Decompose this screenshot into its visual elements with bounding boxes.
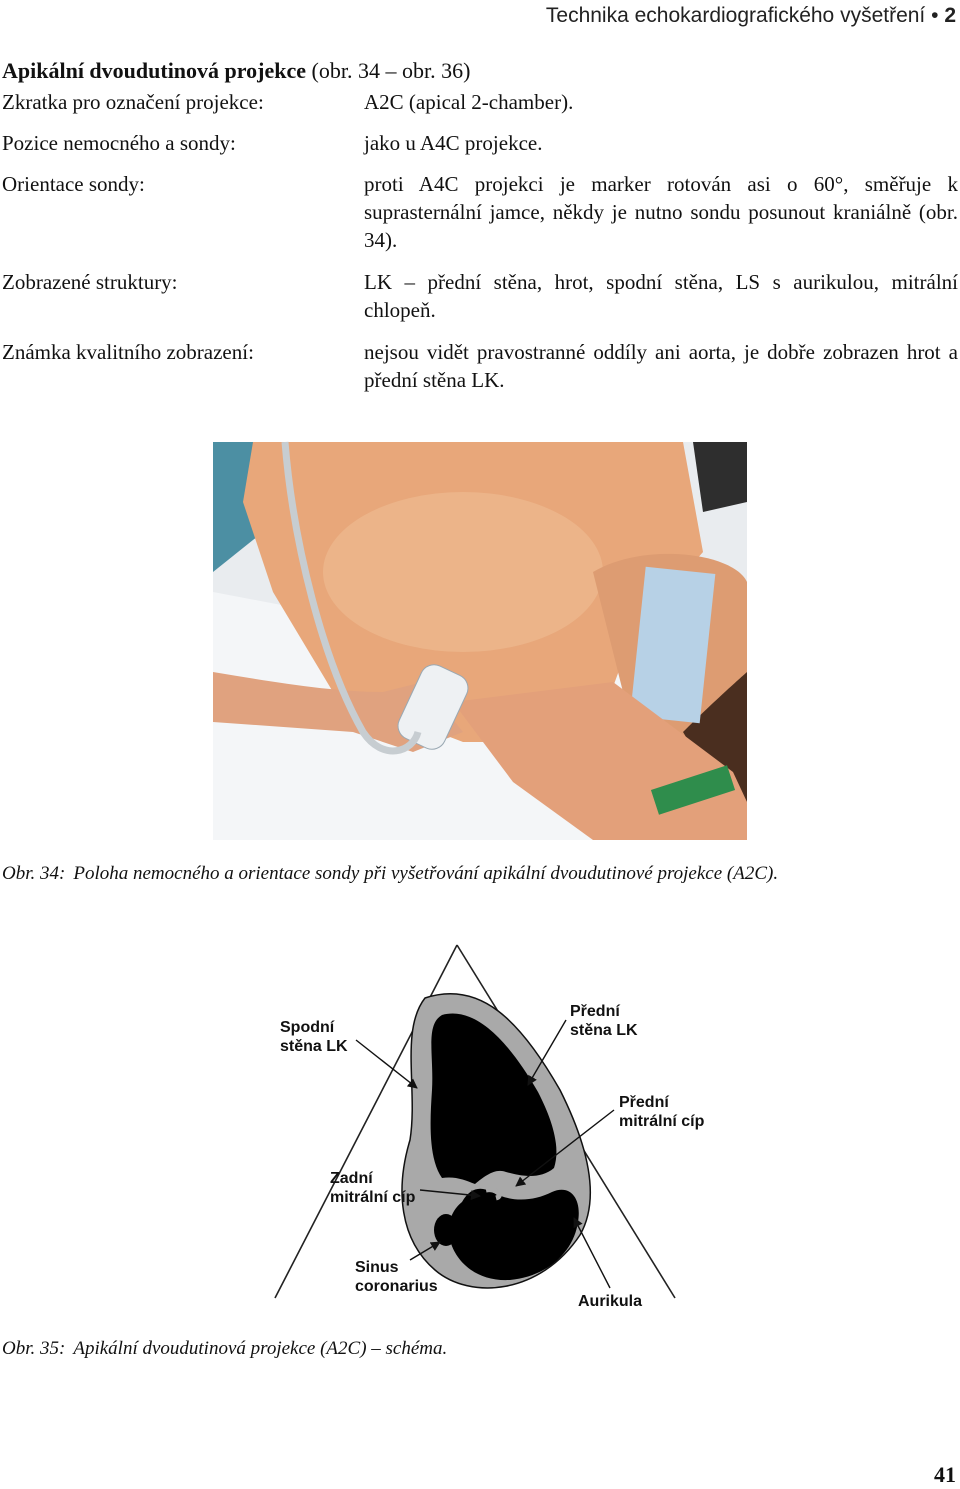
info-value: proti A4C projekci je marker rotován asi o 60°, směřuje k suprasternální jamce, někdy je nutno sondu posunout kraniálně (obr. 34). <box>364 172 958 252</box>
figure-34-text: Poloha nemocného a orientace sondy při vyšetřování apikální dvoudutinové projekce (A2C). <box>73 863 779 884</box>
label-predni-line2: stěna LK <box>570 1022 638 1039</box>
label-mitral-a-line1: Přední <box>619 1094 669 1111</box>
info-label: Pozice nemocného a sondy: <box>2 131 236 155</box>
patient-photo-illustration <box>213 442 747 840</box>
info-label: Orientace sondy: <box>2 172 145 196</box>
info-label: Známka kvalitního zobrazení: <box>2 340 254 364</box>
label-predni-mitralni <box>619 1094 705 1130</box>
figure-35-text: Apikální dvoudutinová projekce (A2C) – schéma. <box>73 1338 448 1359</box>
a2c-schema-diagram <box>270 940 705 1310</box>
info-label: Zobrazené struktury: <box>2 270 178 294</box>
patient-photo <box>213 442 747 840</box>
header-separator: • <box>931 4 939 27</box>
chest-highlight <box>323 492 603 652</box>
label-mitral-a-line2: mitrální cíp <box>619 1113 705 1130</box>
running-header <box>546 4 956 28</box>
figure-35-label: Obr. 35: <box>2 1338 66 1359</box>
chapter-number: 2 <box>944 4 956 27</box>
figure-34-caption <box>2 863 778 885</box>
arrow-aurikula <box>574 1218 610 1288</box>
info-label: Zkratka pro označení projekce: <box>2 90 264 114</box>
section-title-ref: (obr. 34 – obr. 36) <box>311 58 471 83</box>
label-spodni-line2: stěna LK <box>280 1038 348 1055</box>
figure-35-caption <box>2 1338 447 1360</box>
info-value: nejsou vidět pravostranné oddíly ani aorta, je dobře zobrazen hrot a přední stěna LK. <box>364 340 958 392</box>
section-title-bold: Apikální dvoudutinová projekce <box>2 58 307 83</box>
label-sinus-line1: Sinus <box>355 1259 399 1276</box>
label-spodni-stena <box>280 1019 348 1055</box>
left-atrium-cavity <box>449 1189 579 1280</box>
label-mitral-p-line1: Zadní <box>330 1170 373 1187</box>
info-value: jako u A4C projekce. <box>364 131 543 155</box>
label-spodni-line1: Spodní <box>280 1019 335 1036</box>
chapter-title: Technika echokardiografického vyšetření <box>545 4 926 27</box>
label-sinus-line2: coronarius <box>355 1278 438 1295</box>
label-sinus-coronarius <box>355 1259 438 1295</box>
label-predni-stena <box>570 1003 638 1039</box>
info-value: LK – přední stěna, hrot, spodní stěna, LS s aurikulou, mitrální chlopeň. <box>364 270 958 322</box>
sinus-coronarius-shape <box>434 1214 458 1246</box>
label-mitral-p-line2: mitrální cíp <box>330 1189 416 1206</box>
label-predni-line1: Přední <box>570 1003 620 1020</box>
left-ventricle-cavity <box>431 1014 557 1184</box>
section-title <box>2 58 470 84</box>
page-number: 41 <box>934 1462 956 1487</box>
info-value: A2C (apical 2-chamber). <box>364 90 574 114</box>
figure-34-label: Obr. 34: <box>2 863 66 884</box>
label-aurikula: Aurikula <box>578 1293 643 1310</box>
